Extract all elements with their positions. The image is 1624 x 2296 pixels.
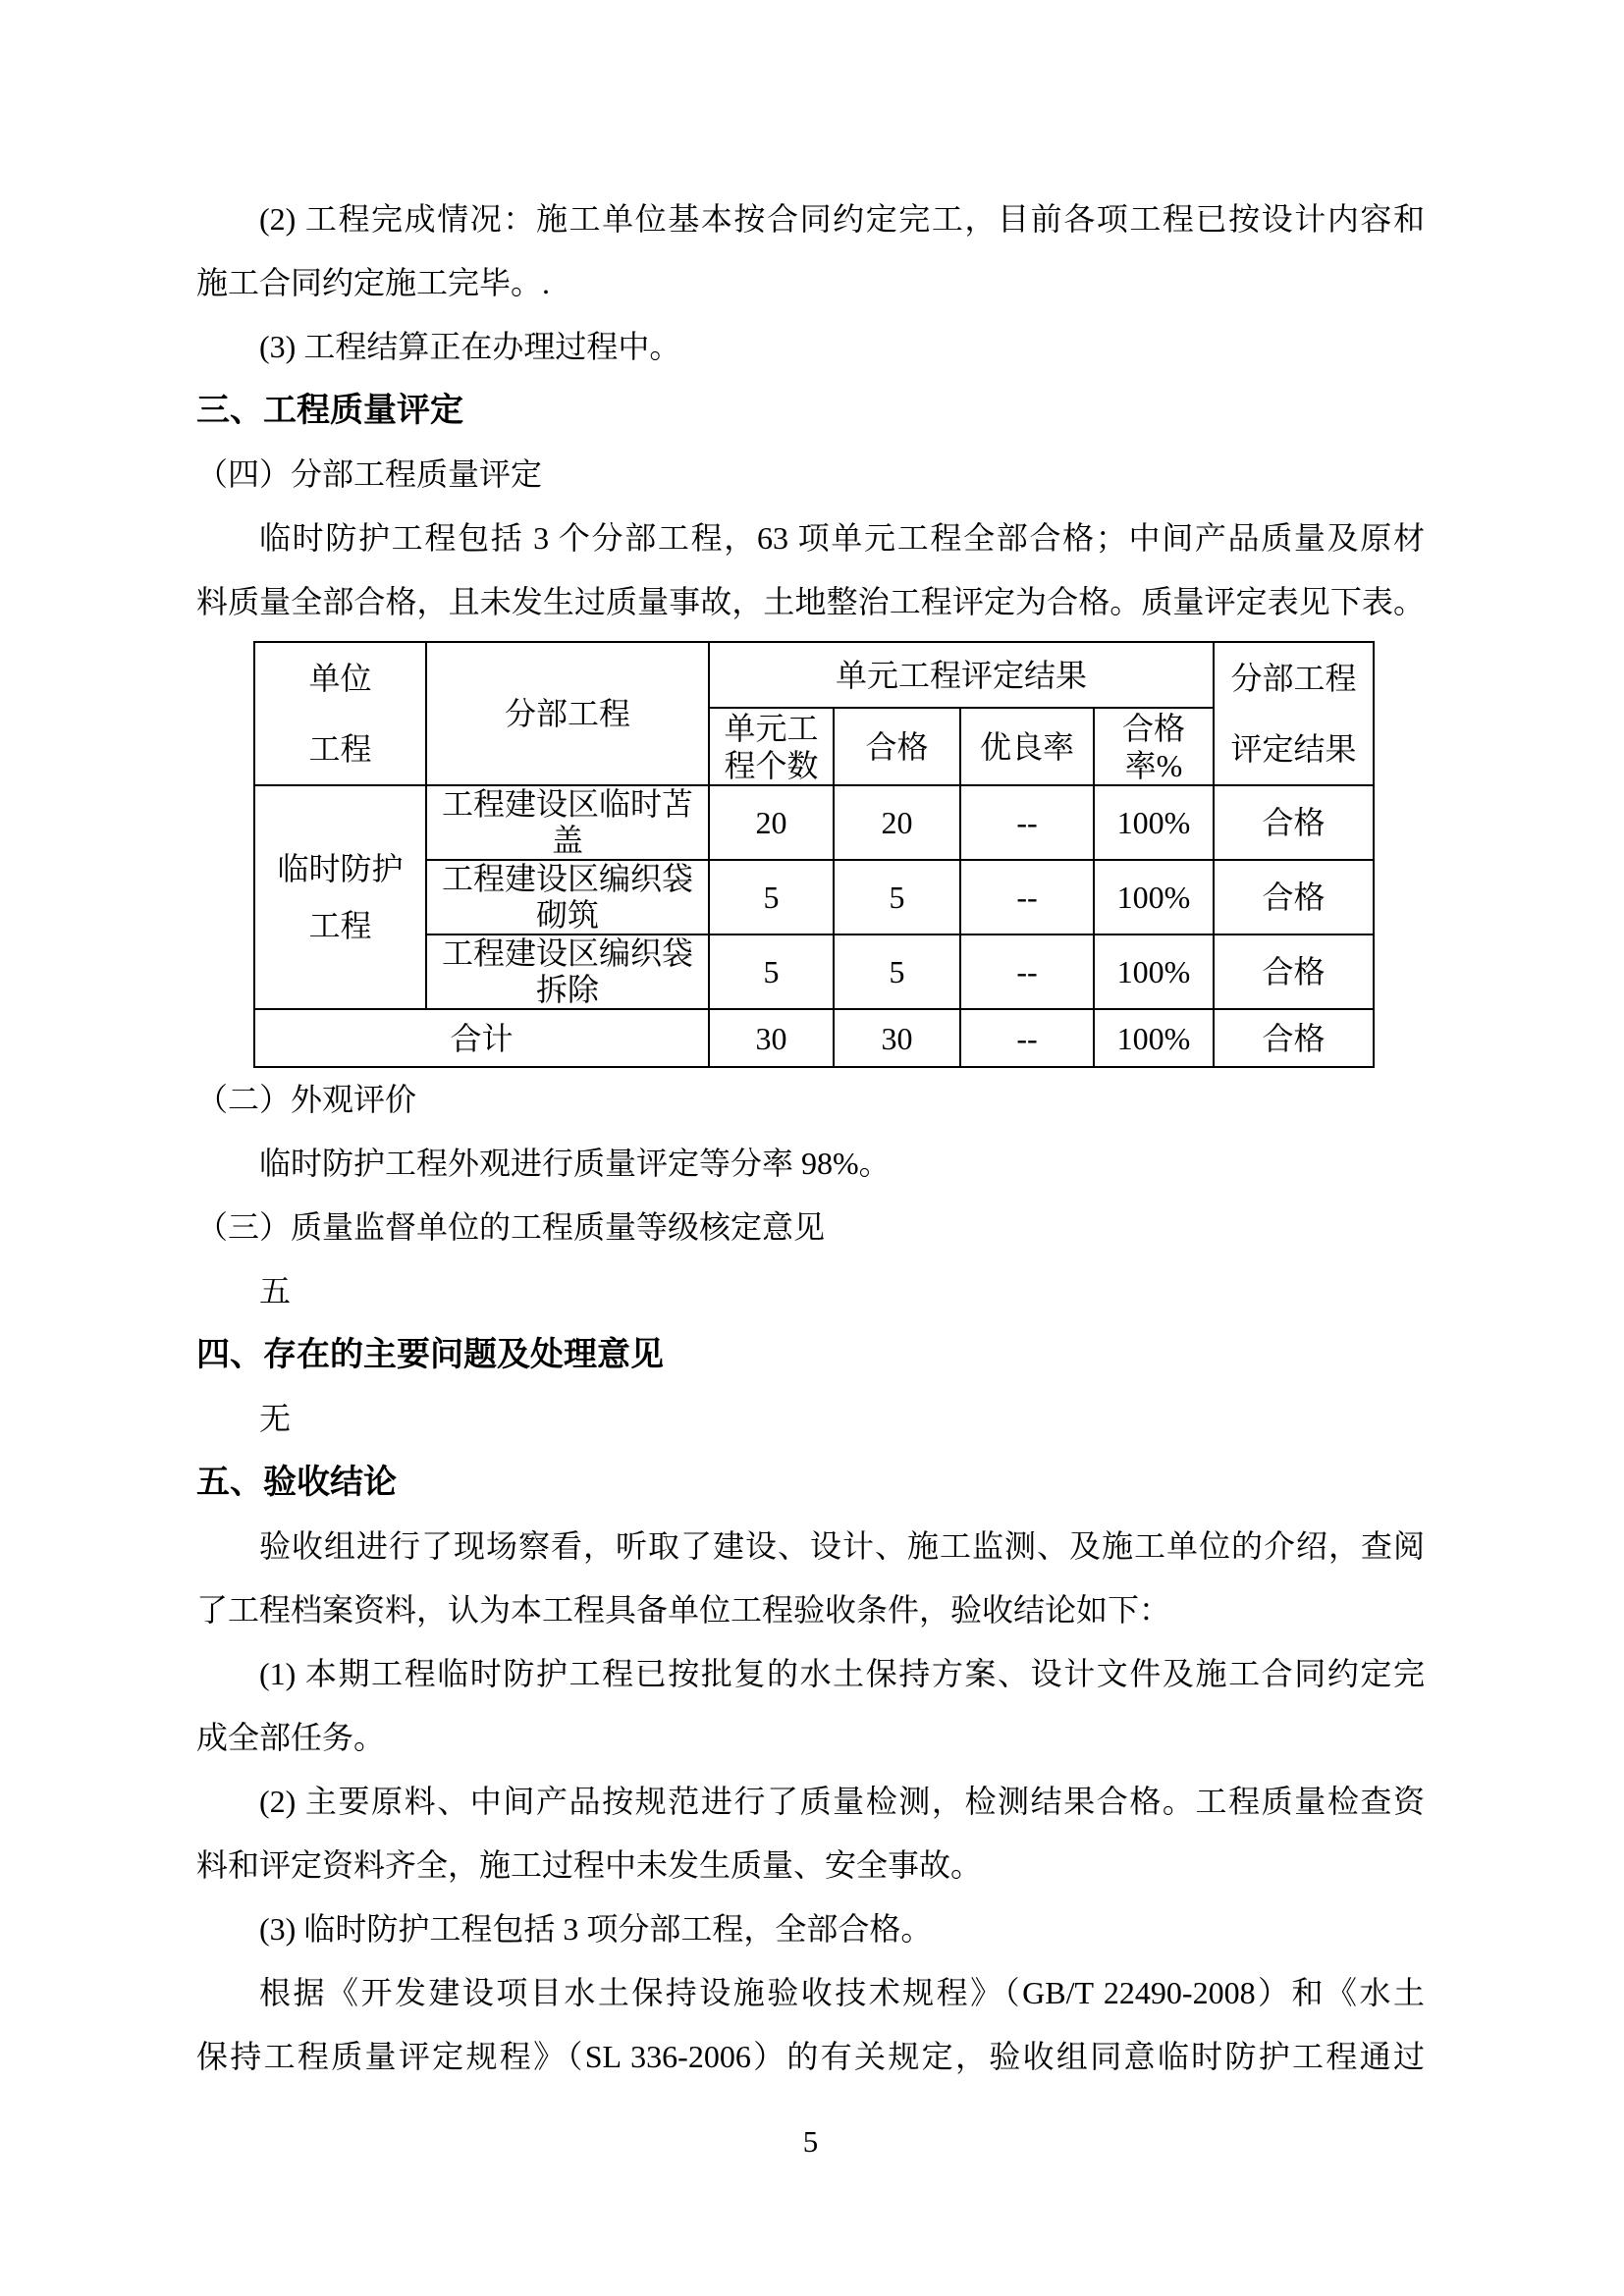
cell-pass-rate: 100% bbox=[1094, 785, 1214, 860]
table-total-row bbox=[254, 1009, 1374, 1067]
page-content bbox=[196, 187, 1425, 2089]
paragraph-line: 无 bbox=[259, 1401, 292, 1436]
page-number: 5 bbox=[802, 2124, 819, 2159]
cell-excellent-rate: -- bbox=[960, 934, 1094, 1009]
cell-result: 合格 bbox=[1214, 785, 1374, 860]
section-heading: 五、验收结论 bbox=[196, 1464, 397, 1501]
header-cell-qualified: 合格 bbox=[834, 708, 960, 785]
cell-pass-rate: 100% bbox=[1094, 860, 1214, 934]
header-cell-unit-eval-result: 单元工程评定结果 bbox=[709, 642, 1214, 708]
paragraph-line: 保持工程质量评定规程》（SL 336-2006）的有关规定，验收组同意临时防护工程通过 bbox=[196, 2039, 1425, 2074]
cell-unit-project: 临时防护 工程 bbox=[254, 785, 426, 1009]
header-cell-pass-rate: 合格 率% bbox=[1094, 708, 1214, 785]
header-cell-division-project: 分部工程 bbox=[426, 642, 709, 785]
cell-unit-count: 5 bbox=[709, 860, 834, 934]
cell-division-name: 工程建设区临时苫 盖 bbox=[426, 785, 709, 860]
paragraph-line: 验收组进行了现场察看，听取了建设、设计、施工监测、及施工单位的介绍，查阅 bbox=[259, 1528, 1425, 1564]
paragraph-line: 临时防护工程包括 3 个分部工程，63 项单元工程全部合格；中间产品质量及原材 bbox=[259, 520, 1425, 556]
cell-qualified: 5 bbox=[834, 860, 960, 934]
cell-excellent-rate: -- bbox=[960, 860, 1094, 934]
cell-qualified: 30 bbox=[834, 1009, 960, 1067]
header-cell-division-result: 分部工程 评定结果 bbox=[1214, 642, 1374, 785]
paragraph-line: 根据《开发建设项目水土保持设施验收技术规程》（GB/T 22490-2008）和《水土 bbox=[259, 1975, 1425, 2010]
paragraph-line: 料和评定资料齐全，施工过程中未发生质量、安全事故。 bbox=[196, 1847, 983, 1883]
cell-pass-rate: 100% bbox=[1094, 1009, 1214, 1067]
paragraph-line: 五 bbox=[259, 1273, 292, 1308]
cell-total-label: 合计 bbox=[254, 1009, 709, 1067]
cell-pass-rate: 100% bbox=[1094, 934, 1214, 1009]
paragraph-line: 了工程档案资料，认为本工程具备单位工程验收条件，验收结论如下： bbox=[196, 1592, 1171, 1628]
cell-qualified: 20 bbox=[834, 785, 960, 860]
section-heading: 三、工程质量评定 bbox=[196, 392, 463, 429]
cell-division-name: 工程建设区编织袋 拆除 bbox=[426, 934, 709, 1009]
table-row bbox=[254, 785, 1374, 860]
cell-unit-count: 30 bbox=[709, 1009, 834, 1067]
cell-result: 合格 bbox=[1214, 934, 1374, 1009]
paragraph-line: 成全部任务。 bbox=[196, 1720, 386, 1755]
quality-evaluation-table bbox=[253, 641, 1375, 1068]
header-cell-unit-count: 单元工 程个数 bbox=[709, 708, 834, 785]
section-heading: 四、存在的主要问题及处理意见 bbox=[196, 1336, 664, 1373]
paragraph-line: 临时防护工程外观进行质量评定等分率 98%。 bbox=[259, 1146, 891, 1181]
paragraph-line: 料质量全部合格，且未发生过质量事故，土地整治工程评定为合格。质量评定表见下表。 bbox=[196, 584, 1425, 619]
cell-excellent-rate: -- bbox=[960, 785, 1094, 860]
subsection-heading: （三）质量监督单位的工程质量等级核定意见 bbox=[196, 1209, 826, 1245]
paragraph-line: 施工合同约定施工完毕。. bbox=[196, 265, 551, 300]
paragraph-line: (2) 主要原料、中间产品按规范进行了质量检测，检测结果合格。工程质量检查资 bbox=[259, 1784, 1425, 1819]
cell-unit-count: 20 bbox=[709, 785, 834, 860]
cell-unit-count: 5 bbox=[709, 934, 834, 1009]
header-cell-excellent-rate: 优良率 bbox=[960, 708, 1094, 785]
paragraph-line: (3) 临时防护工程包括 3 项分部工程，全部合格。 bbox=[259, 1911, 933, 1947]
cell-excellent-rate: -- bbox=[960, 1009, 1094, 1067]
header-cell-unit-project: 单位 工程 bbox=[254, 642, 426, 785]
paragraph-line: (1) 本期工程临时防护工程已按批复的水土保持方案、设计文件及施工合同约定完 bbox=[259, 1656, 1425, 1691]
cell-qualified: 5 bbox=[834, 934, 960, 1009]
cell-division-name: 工程建设区编织袋 砌筑 bbox=[426, 860, 709, 934]
subsection-heading: （二）外观评价 bbox=[196, 1082, 417, 1117]
cell-result: 合格 bbox=[1214, 1009, 1374, 1067]
paragraph-line: (3) 工程结算正在办理过程中。 bbox=[259, 329, 681, 364]
paragraph-line: (2) 工程完成情况：施工单位基本按合同约定完工，目前各项工程已按设计内容和 bbox=[259, 201, 1425, 237]
subsection-heading: （四）分部工程质量评定 bbox=[196, 456, 543, 492]
cell-result: 合格 bbox=[1214, 860, 1374, 934]
